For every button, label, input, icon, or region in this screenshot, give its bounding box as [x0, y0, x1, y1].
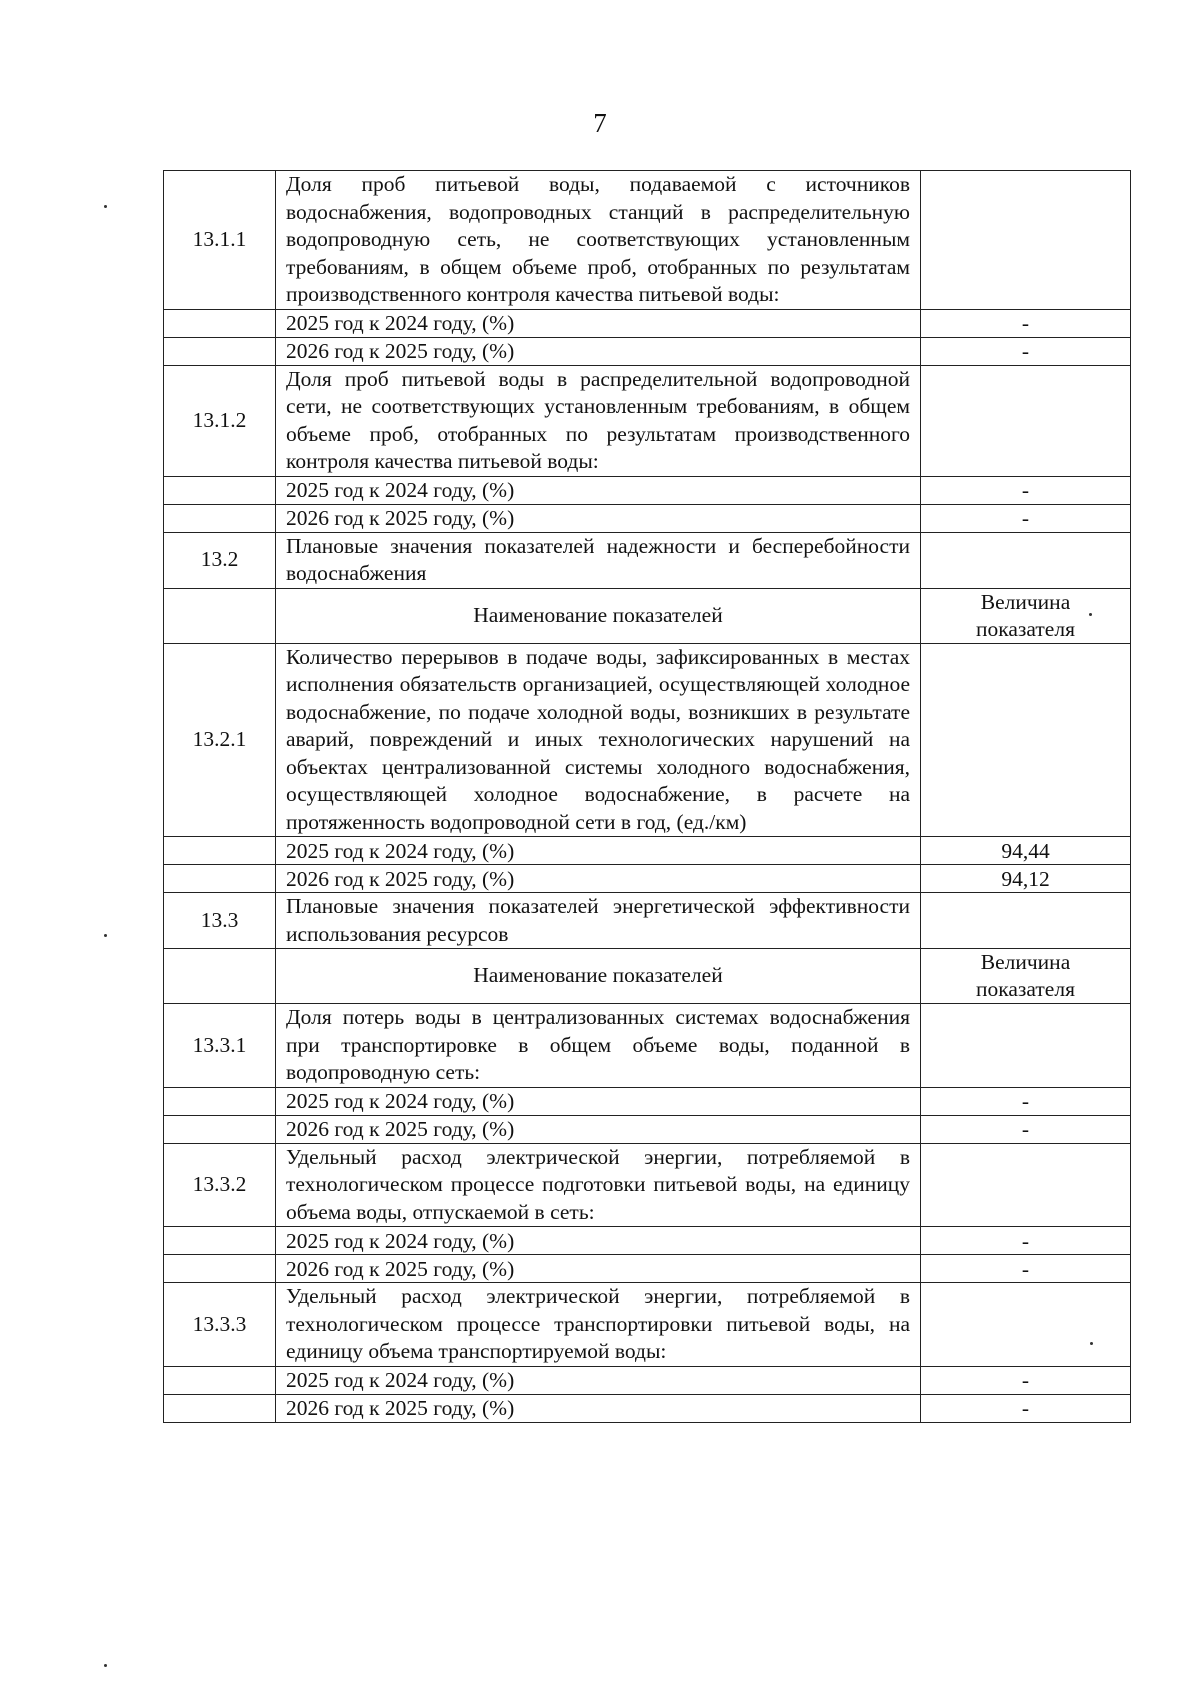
indicator-name: Плановые значения показателей надежности и бесперебойности водоснабжения — [276, 532, 921, 588]
indicator-name: 2025 год к 2024 году, (%) — [276, 1227, 921, 1255]
row-number: 13.1.2 — [164, 365, 276, 476]
indicator-name: Доля проб питьевой воды в распределительной водопроводной сети, не соответствующих установленным требованиям, в общем объеме проб, отобранных по результатам производственного контроля качества питьевой воды: — [276, 365, 921, 476]
indicator-value — [921, 643, 1131, 837]
indicators-table — [163, 170, 1131, 1423]
table-subrow — [164, 1087, 1131, 1115]
row-number — [164, 309, 276, 337]
indicator-value: - — [921, 1115, 1131, 1143]
row-number — [164, 1255, 276, 1283]
table-subrow — [164, 337, 1131, 365]
indicator-value: - — [921, 309, 1131, 337]
indicator-name: Удельный расход электрической энергии, потребляемой в технологическом процессе транспортировки питьевой воды, на единицу объема транспортируемой воды: — [276, 1283, 921, 1367]
indicator-name: 2026 год к 2025 году, (%) — [276, 1115, 921, 1143]
column-header-name: Наименование показателей — [276, 949, 921, 1004]
table-subrow — [164, 476, 1131, 504]
row-number — [164, 1115, 276, 1143]
indicator-value — [921, 893, 1131, 949]
indicator-name: 2025 год к 2024 году, (%) — [276, 1366, 921, 1394]
row-number — [164, 865, 276, 893]
indicator-name: 2026 год к 2025 году, (%) — [276, 1394, 921, 1422]
row-number: 13.3 — [164, 893, 276, 949]
indicator-name: 2026 год к 2025 году, (%) — [276, 865, 921, 893]
indicator-value: - — [921, 1366, 1131, 1394]
row-number: 13.2 — [164, 532, 276, 588]
indicator-name: 2026 год к 2025 году, (%) — [276, 337, 921, 365]
row-number — [164, 588, 276, 643]
indicator-name: Доля проб питьевой воды, подаваемой с источников водоснабжения, водопроводных станций в распределительную водопроводную сеть, не соответствующих установленным требованиям, в общем объеме проб, отобранных по результатам производственного контроля качества питьевой воды: — [276, 171, 921, 310]
indicator-value — [921, 1143, 1131, 1227]
row-number — [164, 337, 276, 365]
indicator-value: 94,44 — [921, 837, 1131, 865]
table-subrow — [164, 504, 1131, 532]
row-number: 13.3.1 — [164, 1004, 276, 1088]
indicator-name: 2025 год к 2024 году, (%) — [276, 476, 921, 504]
table-subrow — [164, 1115, 1131, 1143]
row-number — [164, 476, 276, 504]
indicator-name: 2026 год к 2025 году, (%) — [276, 504, 921, 532]
indicator-name: 2025 год к 2024 году, (%) — [276, 1087, 921, 1115]
table-subrow — [164, 1394, 1131, 1422]
row-number: 13.1.1 — [164, 171, 276, 310]
table-row — [164, 1143, 1131, 1227]
row-number — [164, 837, 276, 865]
table-row — [164, 532, 1131, 588]
indicator-value — [921, 532, 1131, 588]
table-row — [164, 893, 1131, 949]
indicator-value: - — [921, 1227, 1131, 1255]
table-header-row — [164, 588, 1131, 643]
indicator-name: Плановые значения показателей энергетической эффективности использования ресурсов — [276, 893, 921, 949]
indicator-value: - — [921, 504, 1131, 532]
scan-speck — [1090, 1342, 1093, 1345]
scan-speck — [1089, 613, 1092, 616]
indicator-value: - — [921, 337, 1131, 365]
table-subrow — [164, 1227, 1131, 1255]
column-header-value: Величина показателя — [921, 588, 1131, 643]
scan-speck — [104, 934, 107, 937]
column-header-value: Величина показателя — [921, 949, 1131, 1004]
row-number — [164, 1087, 276, 1115]
scan-speck — [104, 1664, 107, 1667]
indicator-name: 2025 год к 2024 году, (%) — [276, 837, 921, 865]
indicator-name: Количество перерывов в подаче воды, зафиксированных в местах исполнения обязательств организацией, осуществляющей холодное водоснабжение, по подаче холодной воды, возникших в результате аварий, повреждений и иных технологических нарушений на объектах централизованной системы холодного водоснабжения, осуществляющей холодное водоснабжение, в расчете на протяженность водопроводной сети в год, (ед./км) — [276, 643, 921, 837]
indicators-table-body — [164, 171, 1131, 1423]
row-number: 13.3.2 — [164, 1143, 276, 1227]
row-number — [164, 1394, 276, 1422]
column-header-name: Наименование показателей — [276, 588, 921, 643]
scan-speck — [104, 205, 107, 208]
indicator-value — [921, 1283, 1131, 1367]
table-row — [164, 1283, 1131, 1367]
table-row — [164, 1004, 1131, 1088]
table-subrow — [164, 1366, 1131, 1394]
table-subrow — [164, 837, 1131, 865]
row-number — [164, 504, 276, 532]
row-number: 13.3.3 — [164, 1283, 276, 1367]
table-subrow — [164, 1255, 1131, 1283]
indicator-value: - — [921, 1087, 1131, 1115]
indicator-name: Удельный расход электрической энергии, потребляемой в технологическом процессе подготовки питьевой воды, на единицу объема воды, отпускаемой в сеть: — [276, 1143, 921, 1227]
row-number — [164, 949, 276, 1004]
indicator-value — [921, 1004, 1131, 1088]
indicator-value: - — [921, 1394, 1131, 1422]
indicator-name: 2025 год к 2024 году, (%) — [276, 309, 921, 337]
row-number — [164, 1366, 276, 1394]
table-row — [164, 643, 1131, 837]
indicator-value — [921, 171, 1131, 310]
row-number: 13.2.1 — [164, 643, 276, 837]
table-row — [164, 365, 1131, 476]
row-number — [164, 1227, 276, 1255]
indicator-value: 94,12 — [921, 865, 1131, 893]
table-subrow — [164, 309, 1131, 337]
indicator-value — [921, 365, 1131, 476]
table-row — [164, 171, 1131, 310]
page-number: 7 — [593, 108, 607, 138]
indicator-value: - — [921, 476, 1131, 504]
indicator-name: Доля потерь воды в централизованных системах водоснабжения при транспортировке в общем объеме воды, поданной в водопроводную сеть: — [276, 1004, 921, 1088]
indicator-name: 2026 год к 2025 году, (%) — [276, 1255, 921, 1283]
table-subrow — [164, 865, 1131, 893]
table-header-row — [164, 949, 1131, 1004]
indicator-value: - — [921, 1255, 1131, 1283]
